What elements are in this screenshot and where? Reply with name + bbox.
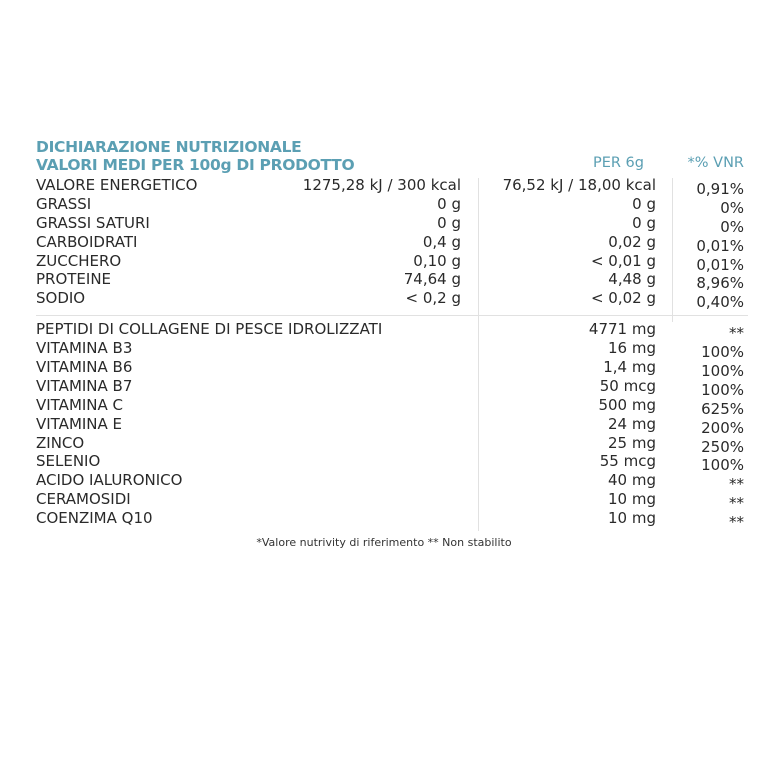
- value-per-6g: 0 g: [632, 213, 656, 232]
- value-vnr: **: [729, 513, 744, 532]
- nutrient-name: GRASSI: [36, 194, 92, 213]
- table-row: [36, 176, 748, 198]
- value-vnr: 100%: [701, 362, 744, 381]
- value-vnr: 0,40%: [696, 293, 744, 312]
- value-per-6g: 4,48 g: [608, 270, 656, 289]
- nutrient-name: SODIO: [36, 289, 86, 308]
- value-per-100g: 0,10 g: [413, 251, 461, 270]
- table-row: [36, 395, 748, 418]
- table-title: DICHIARAZIONE NUTRIZIONALE: [36, 138, 302, 156]
- ingredient-name: VITAMINA B6: [36, 358, 133, 377]
- ingredient-name: COENZIMA Q10: [36, 509, 153, 528]
- value-vnr: 8,96%: [696, 274, 744, 293]
- section-divider: [36, 308, 748, 316]
- ingredient-name: VITAMINA B3: [36, 339, 133, 358]
- table-row: [36, 452, 748, 475]
- value-vnr: 250%: [701, 437, 744, 456]
- table-body: [36, 176, 748, 532]
- ingredient-name: VITAMINA C: [36, 395, 124, 414]
- value-per-100g: 0,4 g: [422, 232, 461, 251]
- ingredient-name: ZINCO: [36, 433, 85, 452]
- value-per-6g: 500 mg: [598, 395, 656, 414]
- table-row: [36, 358, 748, 381]
- value-per-6g: 10 mg: [608, 509, 656, 528]
- table-row: [36, 490, 748, 513]
- value-vnr: 625%: [701, 399, 744, 418]
- value-per-6g: 16 mg: [608, 339, 656, 358]
- value-vnr: **: [729, 475, 744, 494]
- column-header-per-6g: PER 6g: [592, 155, 644, 171]
- value-per-6g: 10 mg: [608, 490, 656, 509]
- table-row: [36, 433, 748, 456]
- value-per-6g: 1,4 mg: [603, 358, 656, 377]
- value-per-6g: 24 mg: [608, 414, 656, 433]
- nutrient-name: GRASSI SATURI: [36, 213, 150, 232]
- value-per-100g: 0 g: [437, 194, 461, 213]
- value-vnr: 100%: [701, 456, 744, 475]
- footnote: *Valore nutrivity di riferimento ** Non stabilito: [256, 536, 512, 549]
- value-per-6g: 25 mg: [608, 433, 656, 452]
- table-row: [36, 339, 748, 362]
- table-row: [36, 194, 748, 217]
- table-row: [36, 251, 748, 274]
- value-vnr: **: [729, 494, 744, 513]
- value-per-6g: 55 mcg: [599, 452, 656, 471]
- value-per-6g: 4771 mg: [588, 320, 656, 339]
- table-header: [36, 138, 748, 176]
- value-per-100g: 1275,28 kJ / 300 kcal: [302, 176, 461, 194]
- value-per-6g: 40 mg: [608, 471, 656, 490]
- value-vnr: 0%: [720, 217, 744, 236]
- table-row: [36, 289, 748, 312]
- table-row: [36, 414, 748, 437]
- table-row: [36, 213, 748, 236]
- nutrient-name: PROTEINE: [36, 270, 112, 289]
- table-row: [36, 270, 748, 293]
- value-vnr: 0,01%: [696, 236, 744, 255]
- ingredient-name: ACIDO IALURONICO: [36, 471, 183, 490]
- value-per-100g: 0 g: [437, 213, 461, 232]
- ingredient-name: CERAMOSIDI: [36, 490, 131, 509]
- table-row: [36, 376, 748, 399]
- value-per-6g: 76,52 kJ / 18,00 kcal: [502, 176, 656, 194]
- value-per-6g: 0,02 g: [608, 232, 656, 251]
- table-row: [36, 471, 748, 494]
- table-row: [36, 509, 748, 532]
- nutrient-name: CARBOIDRATI: [36, 232, 138, 251]
- ingredient-name: PEPTIDI DI COLLAGENE DI PESCE IDROLIZZATI: [36, 320, 383, 339]
- value-vnr: 0%: [720, 198, 744, 217]
- value-per-100g: 74,64 g: [403, 270, 461, 289]
- value-per-100g: < 0,2 g: [405, 289, 461, 308]
- value-per-6g: 0 g: [632, 194, 656, 213]
- ingredient-name: VITAMINA E: [36, 414, 123, 433]
- value-vnr: **: [729, 324, 744, 343]
- table-row: [36, 320, 748, 343]
- ingredient-name: VITAMINA B7: [36, 376, 133, 395]
- value-vnr: 200%: [701, 418, 744, 437]
- nutrient-name: VALORE ENERGETICO: [36, 176, 198, 194]
- table-row: [36, 232, 748, 255]
- value-per-6g: 50 mcg: [599, 376, 656, 395]
- ingredient-name: SELENIO: [36, 452, 101, 471]
- column-header-vnr: *% VNR: [687, 155, 744, 171]
- nutrient-name: ZUCCHERO: [36, 251, 122, 270]
- value-vnr: 0,91%: [696, 180, 744, 198]
- table-subtitle: VALORI MEDI PER 100g DI PRODOTTO: [36, 156, 355, 174]
- value-vnr: 0,01%: [696, 255, 744, 274]
- value-per-6g: < 0,01 g: [590, 251, 656, 270]
- value-per-6g: < 0,02 g: [590, 289, 656, 308]
- nutrition-table: [36, 138, 748, 532]
- value-vnr: 100%: [701, 343, 744, 362]
- value-vnr: 100%: [701, 380, 744, 399]
